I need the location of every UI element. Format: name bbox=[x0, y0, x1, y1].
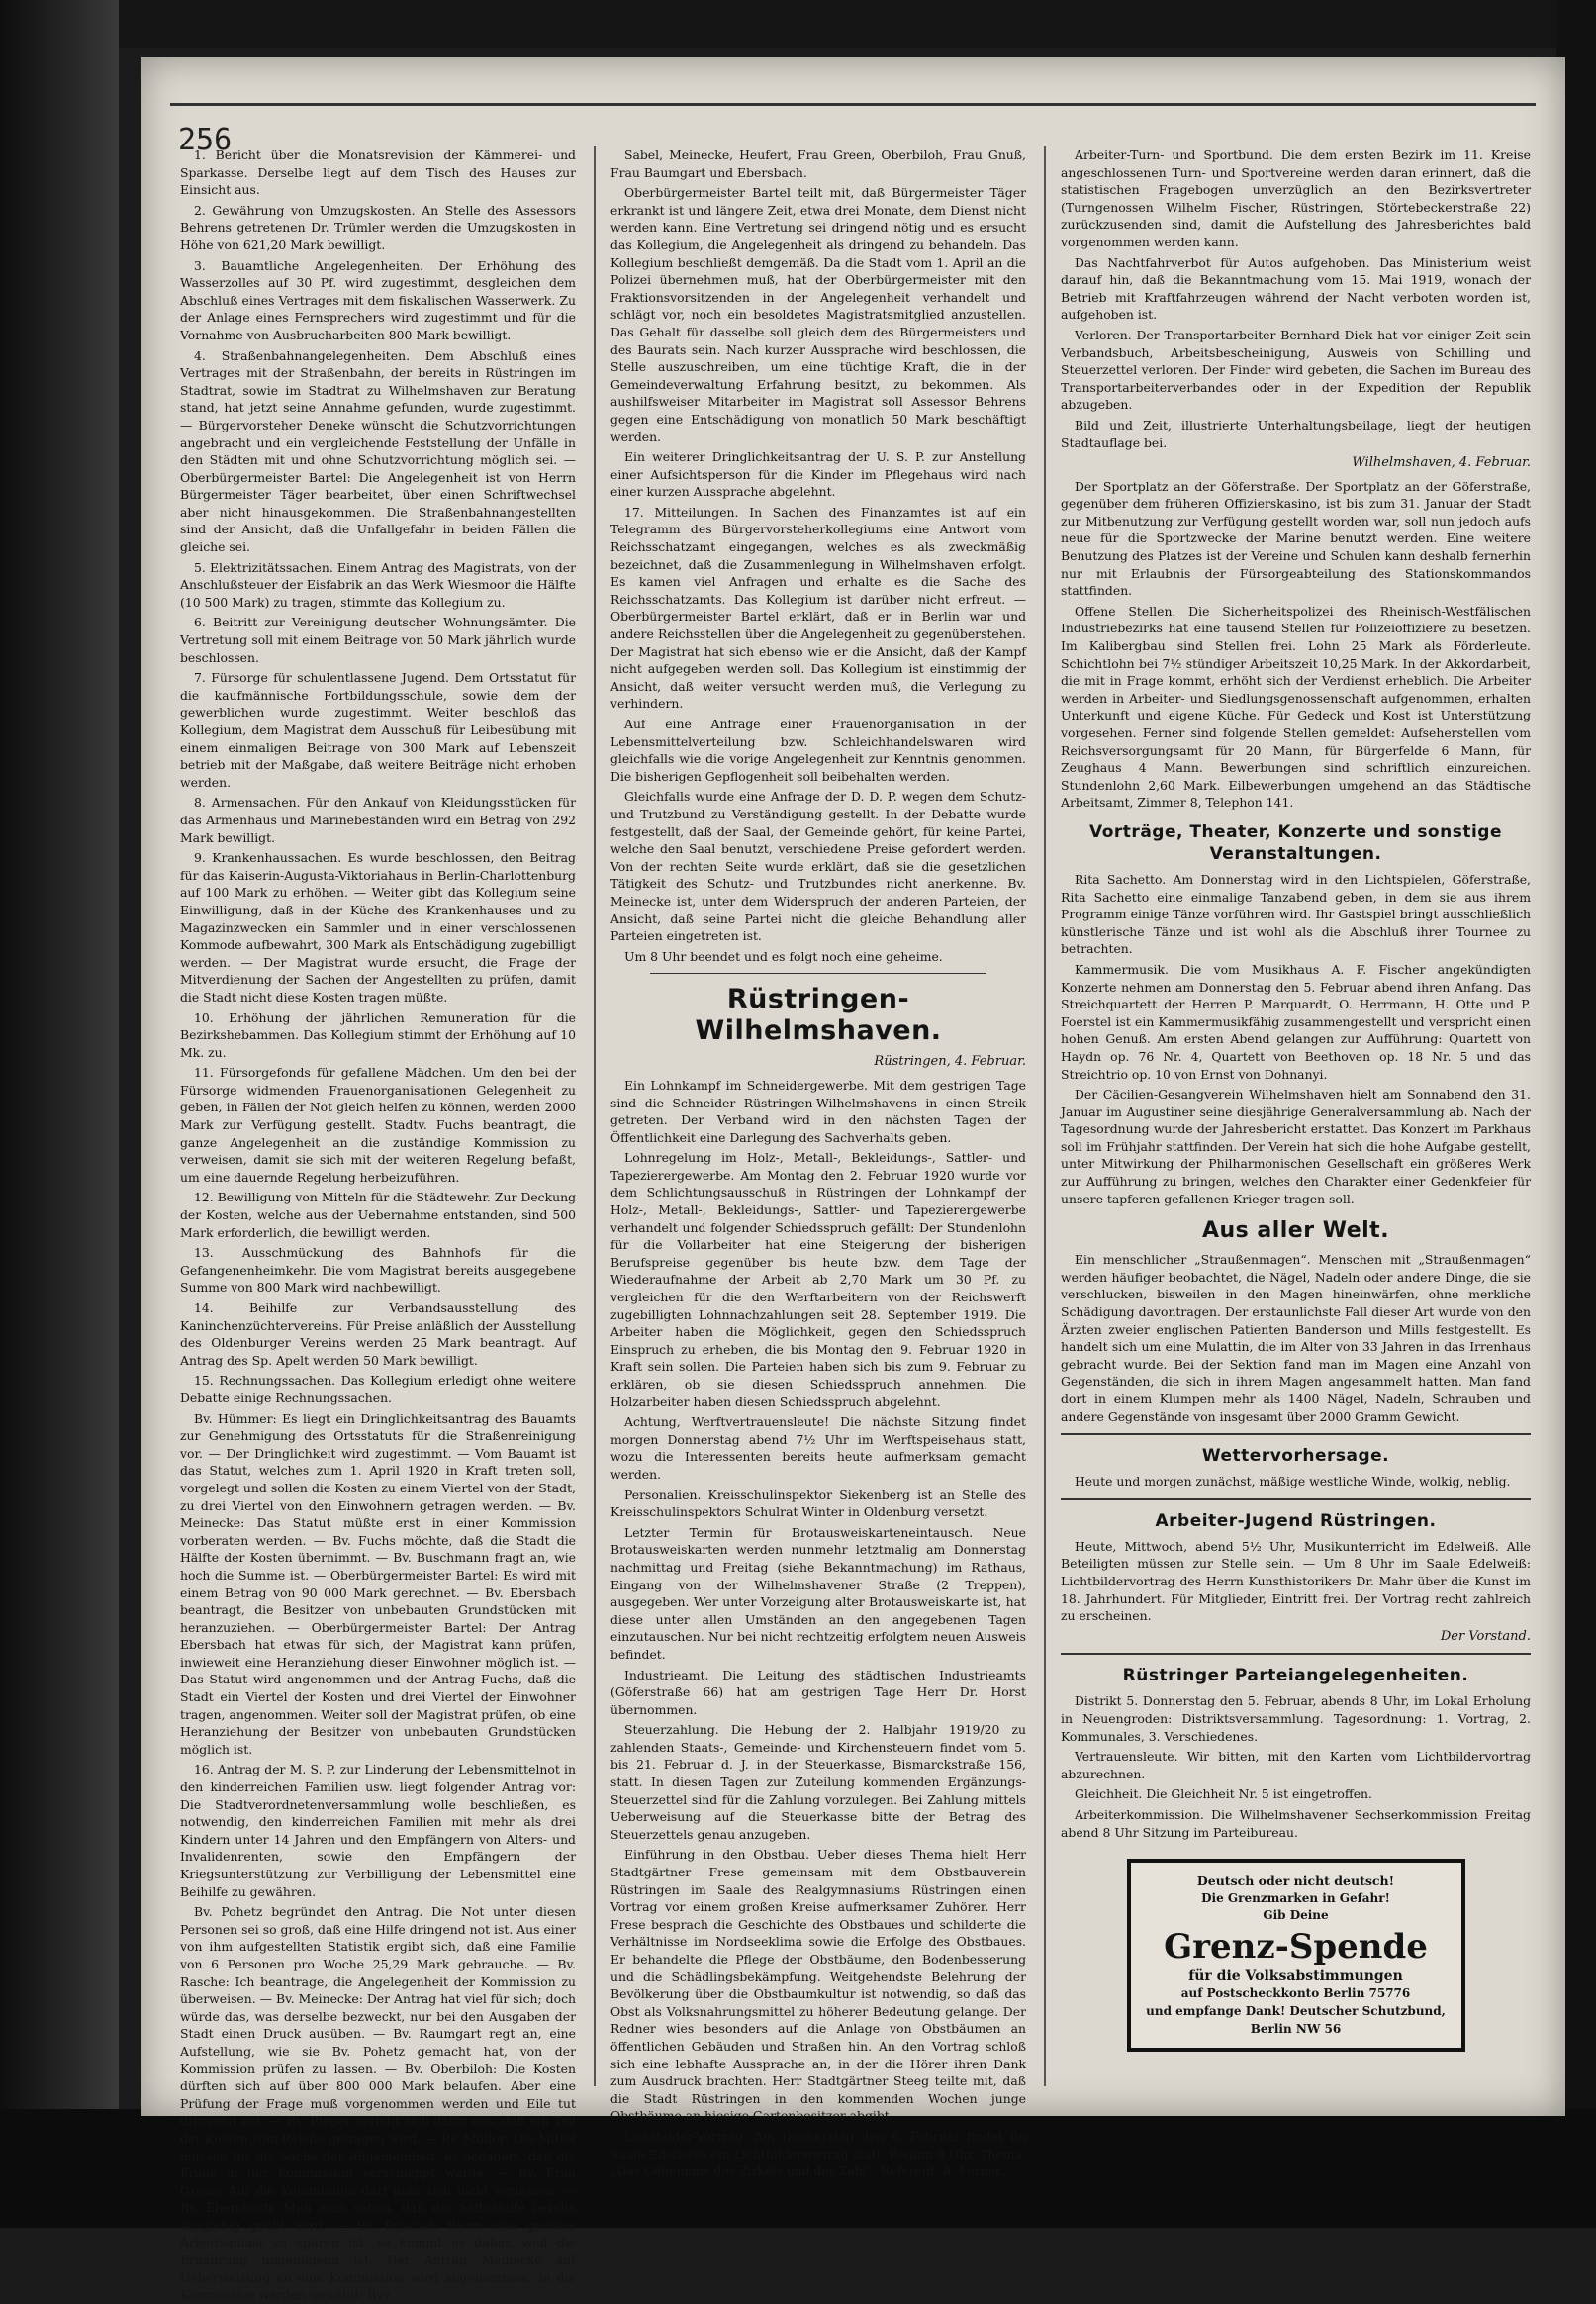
article-paragraph: Distrikt 5. Donnerstag den 5. Februar, abends 8 Uhr, im Lokal Erholung in Neuengroden: Distriktsversammlung. Tagesordnung: 1. Vortrag, 2. Kommunales, 3. Verschiedenes. bbox=[1061, 1693, 1531, 1744]
article-paragraph: 8. Armensachen. Für den Ankauf von Kleidungsstücken für das Armenhaus und Marinebeständen wird ein Betrag von 292 Mark bewilligt. bbox=[180, 795, 576, 845]
page-number: 256 bbox=[178, 123, 233, 157]
dateline: Rüstringen, 4. Februar. bbox=[874, 1054, 1026, 1070]
article-paragraph: Industrieamt. Die Leitung des städtischen Industrieamts (Göferstraße 66) hat am gestrigen Tage Herr Dr. Horst übernommen. bbox=[610, 1667, 1026, 1717]
ad-line: Die Grenzmarken in Gefahr! bbox=[1201, 1890, 1390, 1905]
article-paragraph: Bv. Pohetz begründet den Antrag. Die Not unter diesen Personen sei so groß, daß eine Hilfe dringend not ist. Aus einer von ihm aufgestellten Statistik ergibt sich, daß eine Familie von 6 Personen pro Woche 25,29 Mark gebrauche. — Bv. Rasche: Ich beantrage, die Angelegenheit der Kommission zu überweisen. — Bv. Meinecke: Der Antrag hat viel für sich; doch würde das, was derselbe bezweckt, nur bei den Ausgaben der Stadt einen Druck ausüben. — Bv. Raumgart regt an, eine Aufstellung, wie sie Bv. Pohetz gemacht hat, von der Kommission prüfen zu lassen. — Bv. Oberbiloh: Die Kosten dürften sich auf über 800 000 Mark belaufen. Aber eine Prüfung der Frage muß vorgenommen werden und Eile tut dringend not. — Bv. Rieger spricht sich dafür aus, daß ein Teil der Kosten vom Reiche getragen wird. — Bv. Müller: Die Mittel müssen für die Sache der Allgemeinheit, es bedauert, daß die Frage in der Kommission verschleppt werde. — Bv. Frau Green: Auf die Kommission darf man sich nicht verlassen. — Bv. Ebersbach: Man muß sehen, daß die Selbsthilfe bereits ausgiebig geübt wird. — Bv. Büschel: Wenn eine gewisse Arbeitsunlust zu spüren ist, so kommt es daher, weil die Ernährung ungenügend ist. Der Antrag Meinecke auf Ueberweisung an eine Kommission wird angenommen. In die Kommission werden gewählt: Bvv. bbox=[180, 1904, 576, 2303]
article-paragraph: 6. Beitritt zur Vereinigung deutscher Wohnungsämter. Die Vertretung soll mit einem Beitrage von 50 Mark jährlich wurde beschlossen. bbox=[180, 615, 576, 665]
column-2 bbox=[610, 146, 1026, 2179]
column-3 bbox=[1061, 146, 1531, 2086]
article-paragraph: Offene Stellen. Die Sicherheitspolizei des Rheinisch-Westfälischen Industriebezirks hat eine tausend Stellen für Polizeioffiziere zu besetzen. Im Kalibergbau sind Stellen frei. Lohn 25 Mark als Förderleute. Schichtlohn bei 7½ stündiger Arbeitszeit 10,25 Mark. In der Akkordarbeit, die mit in Frage kommt, erhöht sich der Verdienst erheblich. Die Arbeiter werden in Arbeiter- und Siedlungsgenossenschaft aufgenommen, erhalten Unterkunft und eigene Küche. Für Gedeck und Kost ist Unterstützung vorgesehen. Ferner sind folgende Stellen gemeldet: Aufseherstellen vom Reichsversorgungsamt für 20 Mann, für Bürgerfelde 6 Mann, für Zeughaus 4 Mann. Bewerbungen sind schriftlich einzureichen. Stundenlohn 2,60 Mark. Eilbewerbungen umgehend an das Städtische Arbeitsamt, Zimmer 8, Telephon 141. bbox=[1061, 603, 1531, 811]
article-paragraph: 2. Gewährung von Umzugskosten. An Stelle des Assessors Behrens getretenen Dr. Trümler werden die Umzugskosten in Höhe von 621,20 Mark bewilligt. bbox=[180, 202, 576, 252]
article-paragraph: Vertrauensleute. Wir bitten, mit den Karten vom Lichtbildervortrag abzurechnen. bbox=[1061, 1749, 1531, 1781]
article-paragraph: Ein Lohnkampf im Schneidergewerbe. Mit dem gestrigen Tage sind die Schneider Rüstringen-Wilhelmshavens in einen Streik getreten. Der Verband wird in den nächsten Tagen der Öffentlichkeit eine Darlegung des Sachverhalts geben. bbox=[610, 1077, 1026, 1145]
article-paragraph: Rita Sachetto. Am Donnerstag wird in den Lichtspielen, Göferstraße, Rita Sachetto eine einmalige Tanzabend geben, in dem sie aus ihrem Programm einige Tänze vorführen wird. Ihr Gastspiel bringt ausschließlich künstlerische Tänze und ist wohl als die Abschluß ihrer Tournee zu betrachten. bbox=[1061, 871, 1531, 957]
article-paragraph: 14. Beihilfe zur Verbandsausstellung des Kaninchenzüchtervereins. Für Preise anläßlich der Ausstellung des Oldenburger Vereins werden 25 Mark beantragt. Auf Antrag des Sp. Apelt werden 50 Mark bewilligt. bbox=[180, 1300, 576, 1368]
column-rule bbox=[1044, 146, 1046, 2086]
article-paragraph: Verloren. Der Transportarbeiter Bernhard Diek hat vor einiger Zeit sein Verbandsbuch, Arbeitsbescheinigung, Ausweis von Schilling und Steuerzettel verloren. Der Finder wird gebeten, die Sachen im Bureau des Transportarbeiterverbandes oder in der Expedition der Republik abzugeben. bbox=[1061, 327, 1531, 413]
article-paragraph: Gleichfalls wurde eine Anfrage der D. D. P. wegen dem Schutz- und Trutzbund zu Verständigung gestellt. In der Debatte wurde festgestellt, daß der Saal, der Gemeinde gehört, für keine Partei, welche den Saal benutzt, verschiedene Preise gefordert werden. Von der rechten Seite wurde erklärt, daß sie die gesetzlichen Tätigkeit des Schutz- und Trutzbundes nicht anerkenne. Bv. Meinecke ist, unter dem Widerspruch der anderen Parteien, der Ansicht, daß seine Partei nicht die gleiche Behandlung aller Parteien eingetreten ist. bbox=[610, 789, 1026, 944]
article-paragraph: Bild und Zeit, illustrierte Unterhaltungsbeilage, liegt der heutigen Stadtauflage bei. bbox=[1061, 417, 1531, 450]
section-heading-youth: Arbeiter-Jugend Rüstringen. bbox=[1155, 1510, 1437, 1531]
article-paragraph: 15. Rechnungssachen. Das Kollegium erledigt ohne weitere Debatte einige Rechnungssachen. bbox=[180, 1373, 576, 1405]
article-paragraph: 4. Straßenbahnangelegenheiten. Dem Abschluß eines Vertrages mit der Straßenbahn, der bereits in Rüstringen im Stadtrat, sowie im Stadtrat zu Wilhelmshaven zur Beratung stand, hat jetzt seine Annahme gefunden, wurde zugestimmt. — Bürgervorsteher Deneke wünscht die Schutzvorrichtungen angebracht und ein vergleichende Feststellung der Unfälle in den Städten mit und ohne Schutzvorrichtung möglich sei. — Oberbürgermeister Bartel: Die Angelegenheit ist von Herrn Bürgermeister Täger bearbeitet, über einen Schriftwechsel aber nicht hinausgekommen. Die Straßenbahnangestellten sind der Ansicht, daß die Unfallgefahr in beiden Fällen die gleiche sei. bbox=[180, 347, 576, 555]
article-paragraph: 1. Bericht über die Monatsrevision der Kämmerei- und Sparkasse. Derselbe liegt auf dem Tisch des Hauses zur Einsicht aus. bbox=[180, 147, 576, 198]
section-heading-weather: Wettervorhersage. bbox=[1201, 1446, 1390, 1467]
ad-title: Grenz-Spende bbox=[1164, 1926, 1428, 1967]
section-heading-party: Rüstringer Parteiangelegenheiten. bbox=[1122, 1666, 1469, 1686]
ad-line: auf Postscheckkonto Berlin 75776 bbox=[1180, 1986, 1411, 2001]
article-paragraph: Ein menschlicher „Straußenmagen“. Menschen mit „Straußenmagen“ werden häufiger beobachtet, die Nägel, Nadeln oder andere Dinge, die sie verschlucken, bisweilen in den Magen hineinwärfen, ohne merkliche Schädigung davontragen. Der erstaunlichste Fall dieser Art wurde von den Ärzten zweier englischen Patienten Banderson und Mills festgestellt. Es handelt sich um eine Mulattin, die im Alter von 33 Jahren in das Irrenhaus gebracht wurde. Bei der Sektion fand man im Magen eine Anzahl von Gegenständen, die sich in ihrem Magen angesammelt hatten. Man fand dort in einem Klumpen mehr als 1400 Nägel, Nadeln, Schrauben und andere Gegenstände von insgesamt über 2000 Gramm Gewicht. bbox=[1061, 1252, 1531, 1424]
article-paragraph: Der Sportplatz an der Göferstraße. Der Sportplatz an der Göferstraße, gegenüber dem früheren Offizierskasino, ist bis zum 31. Januar der Stadt zur Mitbenutzung zur Verfügung gestellt worden war, soll nun jedoch aufs neue für die Sportzwecke der Marine benutzt werden. Eine weitere Benutzung des Platzes ist der Vereine und Schulen kann deshalb fernerhin nur mit Erlaubnis der Fürsorgeabteilung des Stationskommandos stattfinden. bbox=[1061, 478, 1531, 599]
article-paragraph: Lohnregelung im Holz-, Metall-, Bekleidungs-, Sattler- und Tapezierergewerbe. Am Montag den 2. Februar 1920 wurde vor dem Schlichtungsausschuß in Rüstringen der Lohnkampf der Holz-, Metall-, Bekleidungs-, Sattler- und Tapezierergewerbe verhandelt und folgender Schiedsspruch gefällt: Der Stundenlohn für die Vollarbeiter hat eine Steigerung der bisherigen Berufspreise gegenüber bis heute bzw. dem Tage der Wiederaufnahme der Arbeit ab 2,70 Mark um 30 Pf. zu vergleichen für die den Werftarbeitern von der Reichswerft zugebilligten Lohnnachzahlungen seit 28. September 1919. Die Arbeiter haben die Möglichkeit, gegen den Schiedsspruch Einspruch zu erheben, die bis Montag den 9. Februar 1920 in Kraft sein sollen. Die Parteien haben sich bis zum 9. Februar zu erklären, ob sie diesen Schiedsspruch annehmen. Die Holzarbeiter haben diesen Schiedsspruch abgelehnt. bbox=[610, 1150, 1026, 1409]
section-heading-ruestringen: Rüstringen-Wilhelmshaven. bbox=[695, 984, 942, 1047]
article-paragraph: 7. Fürsorge für schulentlassene Jugend. Dem Ortsstatut für die kaufmännische Fortbildungsschule, sowie dem der gewerblichen wurde zugestimmt. Weiter beschloß das Kollegium, dem Magistrat dem Ausschuß für Leibesübung mit einem einmaligen Beitrage von 300 Mark auf Lebenszeit betrieb mit der Maßgabe, daß weitere Beiträge nicht erhoben werden. bbox=[180, 670, 576, 790]
article-paragraph: 11. Fürsorgefonds für gefallene Mädchen. Um den bei der Fürsorge widmenden Frauenorganisationen Gelegenheit zu geben, in Fällen der Not gleich helfen zu können, werden 2000 Mark zur Verfügung gestellt. Stadtv. Fuchs beantragt, die ganze Angelegenheit an die zuständige Kommission zu verweisen, damit sie sich mit der weiteren Regelung befaßt, um eine dauernde Regelung herbeizuführen. bbox=[180, 1065, 576, 1185]
column-rule bbox=[594, 146, 596, 2086]
dateline-wilhelmshaven: Wilhelmshaven, 4. Februar. bbox=[1352, 455, 1531, 471]
article-paragraph: Oberbürgermeister Bartel teilt mit, daß Bürgermeister Täger erkrankt ist und längere Zeit, etwa drei Monate, dem Dienst nicht werden kann. Eine Vertretung sei dringend nötig und es ersucht das Kollegium, die Angelegenheit als dringend zu behandeln. Das Kollegium beschließt demgemäß. Da die Stadt vom 1. April an die Polizei übernehmen muß, hat der Oberbürgermeister mit den Fraktionsvorsitzenden in der Angelegenheit verhandelt und schlägt vor, noch ein besoldetes Magistratsmitglied anzustellen. Das Gehalt für dasselbe soll gleich dem des Bürgermeisters und des Baurats sein. Nach kurzer Aussprache wird beschlossen, die Stelle auszuschreiben, um eine tüchtige Kraft, die in der Gemeindeverwaltung Erfahrung besitzt, zu bekommen. Als aushilfsweiser Mitarbeiter im Magistrat soll Assessor Behrens gegen eine Entschädigung von monatlich 50 Mark beschäftigt werden. bbox=[610, 185, 1026, 444]
article-paragraph: Arbeiter-Turn- und Sportbund. Die dem ersten Bezirk im 11. Kreise angeschlossenen Turn- und Sportvereine werden daran erinnert, daß die statistischen Fragebogen unverzüglich an den Bezirksvertreter (Turngenossen Wilhelm Fischer, Rüstringen, Störtebeckerstraße 22) zurückzusenden sind, damit die Aufstellung des Jahresberichtes bald vorgenommen werden kann. bbox=[1061, 147, 1531, 249]
article-paragraph: Ein weiterer Dringlichkeitsantrag der U. S. P. zur Anstellung einer Aufsichtsperson für die Kinder im Pflegehaus wird nach einer kurzen Aussprache abgelehnt. bbox=[610, 449, 1026, 500]
section-separator bbox=[1061, 1653, 1531, 1655]
article-paragraph: 3. Bauamtliche Angelegenheiten. Der Erhöhung des Wasserzolles auf 30 Pf. wird zugestimmt, desgleichen dem Abschluß eines Vertrages mit dem fiskalischen Wasserwerk. Zu der Anlage eines Fernsprechers wird zugestimmt und für die Vornahme von Ausbrucharbeiten 800 Mark bewilligt. bbox=[180, 257, 576, 342]
article-paragraph: Personalien. Kreisschulinspektor Siekenberg ist an Stelle des Kreisschulinspektors Schulrat Winter in Oldenburg versetzt. bbox=[610, 1487, 1026, 1520]
article-paragraph: 13. Ausschmückung des Bahnhofs für die Gefangenenheimkehr. Die vom Magistrat bereits ausgegebene Summe von 800 Mark wird nachbewilligt. bbox=[180, 1245, 576, 1296]
article-paragraph: Kammermusik. Die vom Musikhaus A. F. Fischer angekündigten Konzerte nehmen am Donnerstag den 5. Februar abend ihren Anfang. Das Streichquartett der Herren P. Marquardt, O. Herrmann, H. Otte und P. Foerstel ist ein Kammermusikfähig zusammengestellt und verspricht einen hohen Genuß. Am ersten Abend gelangen zur Aufführung: Quartett von Haydn op. 76 Nr. 4, Quartett von Beethoven op. 18 Nr. 5 und das Streichtrio op. 10 von Ernst von Dohnanyi. bbox=[1061, 961, 1531, 1082]
article-paragraph: 16. Antrag der M. S. P. zur Linderung der Lebensmittelnot in den kinderreichen Familien usw. liegt folgender Antrag vor: Die Stadtverordnetenversammlung wolle beschließen, es notwendig, den kinderreichen Familien mit mehr als drei Kindern unter 14 Jahren und den Empfängern von Alters- und Invalidenrenten, sowie den Empfängern der Kriegsunterstützung zur Verbilligung der Lebensmittel eine Beihilfe zu gewähren. bbox=[180, 1762, 576, 1899]
section-heading-world: Aus aller Welt. bbox=[1201, 1218, 1390, 1244]
article-paragraph: Gleichheit. Die Gleichheit Nr. 5 ist eingetroffen. bbox=[1075, 1786, 1372, 1802]
newspaper-page bbox=[141, 57, 1565, 2303]
section-separator bbox=[650, 973, 986, 974]
top-rule bbox=[170, 103, 1536, 106]
section-separator bbox=[1061, 1433, 1531, 1435]
article-paragraph: Sabel, Meinecke, Heufert, Frau Green, Oberbiloh, Frau Gnuß, Frau Baumgart und Ebersbach. bbox=[610, 147, 1026, 180]
article-paragraph: Einführung in den Obstbau. Ueber dieses Thema hielt Herr Stadtgärtner Frese gemeinsam mit dem Obstbauverein Rüstringen im Saale des Realgymnasiums Rüstringen einen Vortrag vor einem großen Kreise aufmerksamer Zuhörer. Herr Frese besprach die Geschichte des Obstbaues und schilderte die Verhältnisse im Nordseeklima sowie die Erfolge des Obstbaues. Er behandelte die Pflege der Obstbäume, den Bodenbesserung und die Schädlingsbekämpfung. Weitgehendste Belehrung der Bevölkerung über die Obstbaumkultur ist notwendig, so daß das Obst als Volksnahrungsmittel zu höherer Bedeutung gelange. Der Redner wies besonders auf die Anlage von Obstbäumen an öffentlichen Gebäuden und Straßen hin. An den Vortrag schloß sich eine lebhafte Aussprache an, in der die Hörer ihren Dank zum Ausdruck brachten. Herr Stadtgärtner Steeg teilte mit, daß die Stadt Rüstringen in den kommenden Wochen junge Obstbäume an hiesige Gartenbesitzer abgibt. bbox=[610, 1847, 1026, 2124]
article-paragraph: Das Nachtfahrverbot für Autos aufgehoben. Das Ministerium weist darauf hin, daß die Bekanntmachung vom 15. Mai 1919, wonach der Betrieb mit Kraftfahrzeugen während der Nacht verboten worden ist, aufgehoben ist. bbox=[1061, 254, 1531, 323]
film-edge-left bbox=[0, 0, 119, 2228]
article-paragraph: 5. Elektrizitätssachen. Einem Antrag des Magistrats, von der Anschlußsteuer der Eisfabrik an das Werk Wiesmoor die Hälfte (10 500 Mark) zu tragen, stimmte das Kollegium zu. bbox=[180, 559, 576, 610]
article-paragraph: Um 8 Uhr beendet und es folgt noch eine geheime. bbox=[624, 948, 943, 964]
article-paragraph: Lichtbilder-Vortrag. Am Donnerstag den 6. Februar findet im Saale Edelweiß ein Lichtbildervortrag statt. Beginn 8 Uhr. Thema: „Das Geheimnis des Zirkels und der Zahl“. Referent: A. Ferner. bbox=[610, 2128, 1026, 2179]
ad-line: Deutsch oder nicht deutsch! bbox=[1196, 1873, 1395, 1889]
article-paragraph: Heute, Mittwoch, abend 5½ Uhr, Musikunterricht im Edelweiß. Alle Beteiligten müssen zur Stelle sein. — Um 8 Uhr im Saale Edelweiß: Lichtbildervortrag des Herrn Kunsthistorikers Dr. Mahr über die Kunst im 18. Jahrhundert. Für Mitglieder, Eintritt frei. Der Vortrag recht zahlreich zu erscheinen. bbox=[1061, 1538, 1531, 1624]
film-edge-top bbox=[0, 0, 1596, 48]
signature: Der Vorstand. bbox=[1440, 1628, 1531, 1644]
article-paragraph: Arbeiterkommission. Die Wilhelmshavener Sechserkommission Freitag abend 8 Uhr Sitzung im Parteibureau. bbox=[1061, 1806, 1531, 1840]
grenz-spende-advertisement bbox=[1127, 1859, 1465, 2052]
article-paragraph: 17. Mitteilungen. In Sachen des Finanzamtes ist auf ein Telegramm des Bürgervorsteherkollegiums eine Antwort vom Reichsschatzamt eingegangen, welches es als zweckmäßig bezeichnet, daß die Zusammenlegung in Wilhelmshaven erfolgt. Es kamen viel Anfragen und erhalte es die Sache des Reichsschatzamts. Das Kollegium ist darüber nicht erfreut. — Oberbürgermeister Bartel erklärt, daß er in Berlin war und andere Reichsstellen über die Angelegenheit zu gegenüberstehen. Der Magistrat hat sich ebenso wie er die Ansicht, daß der Kampf nicht aufgegeben werden soll. Das Kollegium ist einstimmig der Ansicht, daß weiter versucht werden muß, die Verlegung zu verhindern. bbox=[610, 504, 1026, 712]
article-paragraph: Auf eine Anfrage einer Frauenorganisation in der Lebensmittelverteilung bzw. Schleichhandelswaren wird gleichfalls wie die vorige Angelegenheit zur Kenntnis genommen. Die bisherigen Gepflogenheit soll beibehalten werden. bbox=[610, 717, 1026, 784]
article-paragraph: 12. Bewilligung von Mitteln für die Städtewehr. Zur Deckung der Kosten, welche aus der Uebernahme entstanden, sind 500 Mark erforderlich, die bewilligt werden. bbox=[180, 1190, 576, 1240]
article-paragraph: Achtung, Werftvertrauensleute! Die nächste Sitzung findet morgen Donnerstag abend 7½ Uhr im Werftspeisehaus statt, wozu die Interessenten bereits heute aufmerksam gemacht werden. bbox=[610, 1414, 1026, 1482]
weather-text: Heute und morgen zunächst, mäßige westliche Winde, wolkig, neblig. bbox=[1075, 1474, 1511, 1489]
article-paragraph: 10. Erhöhung der jährlichen Remuneration für die Bezirkshebammen. Das Kollegium stimmt der Erhöhung auf 10 Mk. zu. bbox=[180, 1009, 576, 1060]
section-heading-events: Vorträge, Theater, Konzerte und sonstige Veranstaltungen. bbox=[1089, 821, 1502, 864]
section-separator bbox=[1061, 1498, 1531, 1500]
article-paragraph: Bv. Hümmer: Es liegt ein Dringlichkeitsantrag des Bauamts zur Genehmigung des Ortsstatuts für die Straßenreinigung vor. — Der Dringlichkeit wird zugestimmt. — Vom Bauamt ist das Statut, welches zum 1. April 1920 in Kraft treten soll, vorgelegt und sollen die Kosten zu einem Viertel von der Stadt, zu drei Viertel von den Einwohnern getragen werden. — Bv. Meinecke: Das Statut müßte erst in einer Kommission vorberaten werden. — Bv. Fuchs möchte, daß die Stadt die Hälfte der Kosten übernimmt. — Bv. Buschmann fragt an, wie hoch die Summe ist. — Oberbürgermeister Bartel: Es wird mit einem Betrag von 90 000 Mark gerechnet. — Bv. Ebersbach beantragt, die Besitzer von unbebauten Grundstücken mit heranzuziehen. — Oberbürgermeister Bartel: Der Antrag Ebersbach hat etwas für sich, der Magistrat kann prüfen, inwieweit eine Heranziehung dieser Einwohner möglich ist. — Das Statut wird angenommen und der Antrag Fuchs, daß die Stadt ein Viertel der Kosten und drei Viertel der Einwohner tragen, angenommen. Weiter soll der Magistrat prüfen, ob eine Heranziehung der Besitzer von unbebauten Grundstücken möglich ist. bbox=[180, 1410, 576, 1757]
ad-line: und empfange Dank! Deutscher Schutzbund, Berlin NW 56 bbox=[1146, 2004, 1446, 2036]
column-1 bbox=[180, 146, 576, 2303]
ad-line: Gib Deine bbox=[1263, 1908, 1329, 1923]
article-paragraph: Letzter Termin für Brotausweiskarteneintausch. Neue Brotausweiskarten werden nunmehr letztmalig am Donnerstag nachmittag und Freitag (siehe Bekanntmachung) im Rathaus, Eingang von der Wilhelmshavener Straße (2 Treppen), ausgegeben. Wer unter Vorzeigung alter Brotausweiskarte ist, hat diese unter allen Umständen an den angegebenen Tagen einzutauschen. Nur bei nicht rechtzeitig erfolgtem neuen Ausweis befindet. bbox=[610, 1524, 1026, 1662]
article-paragraph: 9. Krankenhaussachen. Es wurde beschlossen, den Beitrag für das Kaiserin-Augusta-Viktoriahaus in Berlin-Charlottenburg auf 100 Mark zu erhöhen. — Weiter gibt das Kollegium seine Einwilligung, daß in der Küche des Krankenhauses und zu Magazinzwecken ein Sammler und in einer verschlossenen Kommode aufbewahrt, 300 Mark als Entschädigung zugebilligt werden. — Der Magistrat wurde ersucht, die Frage der Mitverdienung der Sachen der Angestellten zu prüfen, damit die Stadt nicht diese Kosten tragen müßte. bbox=[180, 850, 576, 1005]
article-paragraph: Der Cäcilien-Gesangverein Wilhelmshaven hielt am Sonnabend den 31. Januar im Augustiner seine diesjährige Generalversammlung ab. Nach der Tagesordnung wurde der Jahresbericht erstattet. Das Konzert im Parkhaus soll im Frühjahr stattfinden. Der Verein hat sich die hohe Aufgabe gestellt, unter Mitwirkung der Philharmonischen Gesellschaft ein größeres Werk zur Aufführung zu bringen, welches den Charakter einer Gedenkfeier für unsere tapferen gefallenen Krieger tragen soll. bbox=[1061, 1087, 1531, 1206]
article-paragraph: Steuerzahlung. Die Hebung der 2. Halbjahr 1919/20 zu zahlenden Staats-, Gemeinde- und Kirchensteuern findet vom 5. bis 21. Februar d. J. in der Steuerkasse, Bismarckstraße 156, statt. In diesen Tagen zur Zuteilung kommenden Ergänzungs-Steuerzettel sind für die Zahlung vorzulegen. Bei Zahlung mittels Ueberweisung auf die Steuerkasse bitte der Betrag des Steuerzettels genau anzugeben. bbox=[610, 1722, 1026, 1842]
ad-line: für die Volksabstimmungen bbox=[1188, 1968, 1403, 1984]
